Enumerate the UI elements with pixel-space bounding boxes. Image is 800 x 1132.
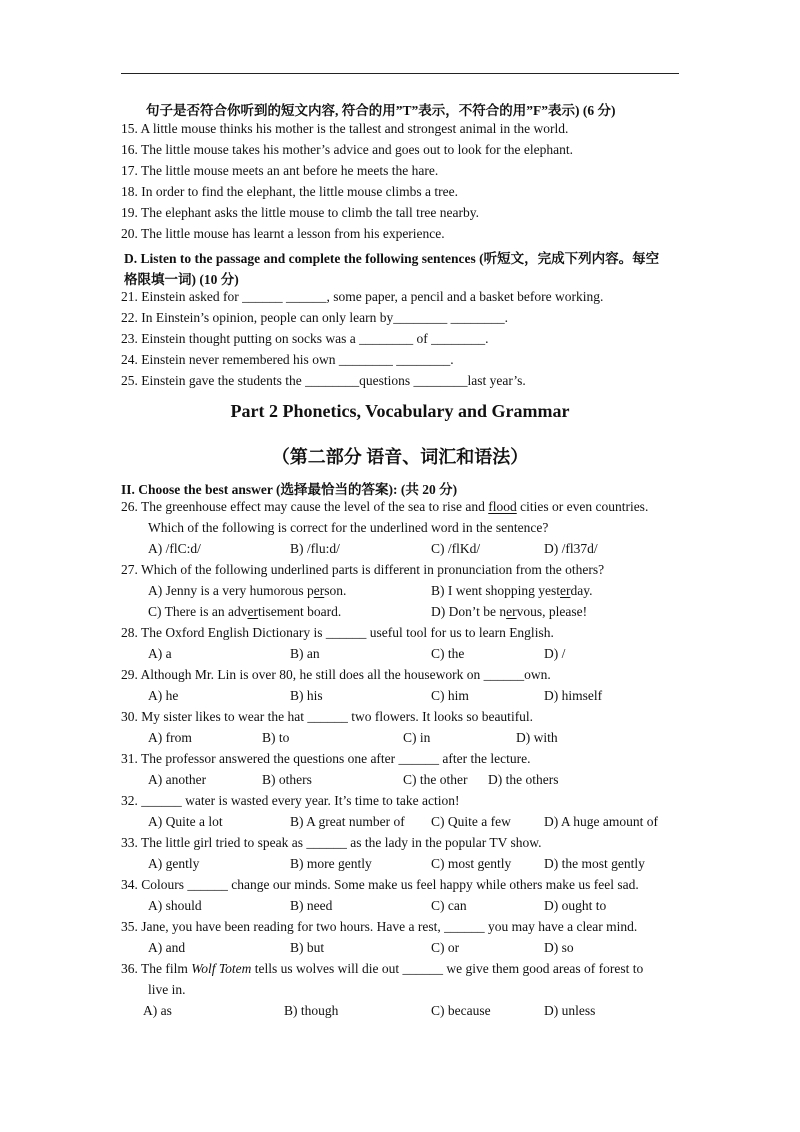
q29-option-b: B) his: [290, 688, 323, 703]
question-22: 22. In Einstein’s opinion, people can only learn by________ ________.: [121, 310, 508, 325]
q31-option-c: C) the other: [403, 772, 468, 787]
question-31: 31. The professor answered the questions one after ______ after the lecture.: [121, 751, 531, 766]
q30-option-b: B) to: [262, 730, 290, 745]
q34-option-c: C) can: [431, 898, 467, 913]
q31-option-d: D) the others: [488, 772, 559, 787]
question-25: 25. Einstein gave the students the ________questions ________last year’s.: [121, 373, 526, 388]
question-28: 28. The Oxford English Dictionary is ______ useful tool for us to learn English.: [121, 625, 554, 640]
question-32: 32. ______ water is wasted every year. It’s time to take action!: [121, 793, 460, 808]
section-ii-heading: II. Choose the best answer (选择最恰当的答案): (共 20 分): [121, 482, 458, 497]
q30-option-c: C) in: [403, 730, 431, 745]
q27-option-d: D) Don’t be nervous, please!: [431, 604, 588, 619]
q27-option-b: B) I went shopping yesterday.: [431, 583, 593, 598]
question-36: 36. The film Wolf Totem tells us wolves will die out ______ we give them good areas of forest to: [121, 961, 644, 976]
q33-option-a: A) gently: [148, 856, 200, 871]
q31-option-a: A) another: [148, 772, 207, 787]
q28-option-b: B) an: [290, 646, 320, 661]
q32-option-b: B) A great number of: [290, 814, 405, 829]
q35-option-a: A) and: [148, 940, 186, 955]
q33-option-d: D) the most gently: [544, 856, 645, 871]
question-17: 17. The little mouse meets an ant before he meets the hare.: [121, 163, 439, 178]
q36-option-b: B) though: [284, 1003, 339, 1018]
q30-option-a: A) from: [148, 730, 192, 745]
part2-subtitle: （第二部分 语音、词汇和语法）: [271, 447, 529, 467]
q34-option-b: B) need: [290, 898, 333, 913]
q27-option-a: A) Jenny is a very humorous person.: [148, 583, 347, 598]
question-26-cont: Which of the following is correct for the underlined word in the sentence?: [148, 520, 549, 535]
q29-option-c: C) him: [431, 688, 469, 703]
q30-option-d: D) with: [516, 730, 558, 745]
section-c-instruction: 句子是否符合你听到的短文内容, 符合的用”T”表示，不符合的用”F”表示) (6 分): [146, 103, 616, 118]
question-21: 21. Einstein asked for ______ ______, some paper, a pencil and a basket before working.: [121, 289, 604, 304]
question-23: 23. Einstein thought putting on socks was a ________ of ________.: [121, 331, 489, 346]
q31-option-b: B) others: [262, 772, 312, 787]
q28-option-c: C) the: [431, 646, 465, 661]
q26-option-a: A) /flC:d/: [148, 541, 201, 556]
q36-option-c: C) because: [431, 1003, 491, 1018]
q32-option-d: D) A huge amount of: [544, 814, 658, 829]
question-33: 33. The little girl tried to speak as ______ as the lady in the popular TV show.: [121, 835, 542, 850]
question-36-cont: live in.: [148, 982, 186, 997]
q33-option-c: C) most gently: [431, 856, 512, 871]
q33-option-b: B) more gently: [290, 856, 372, 871]
section-d-heading: D. Listen to the passage and complete the following sentences (听短文，完成下列内容。每空: [124, 251, 660, 266]
q36-option-a: A) as: [143, 1003, 172, 1018]
q26-option-c: C) /flKd/: [431, 541, 481, 556]
q28-option-a: A) a: [148, 646, 172, 661]
q32-option-c: C) Quite a few: [431, 814, 511, 829]
q35-option-d: D) so: [544, 940, 574, 955]
header-rule: [121, 73, 679, 74]
q28-option-d: D) /: [544, 646, 566, 661]
q29-option-d: D) himself: [544, 688, 603, 703]
q35-option-b: B) but: [290, 940, 325, 955]
q29-option-a: A) he: [148, 688, 179, 703]
underlined-word: flood: [488, 499, 517, 514]
question-26: 26. The greenhouse effect may cause the level of the sea to rise and flood cities or even countries.: [121, 499, 649, 514]
q32-option-a: A) Quite a lot: [148, 814, 223, 829]
question-20: 20. The little mouse has learnt a lesson from his experience.: [121, 226, 445, 241]
question-16: 16. The little mouse takes his mother’s advice and goes out to look for the elephant.: [121, 142, 574, 157]
q36-option-d: D) unless: [544, 1003, 596, 1018]
question-34: 34. Colours ______ change our minds. Some make us feel happy while others make us feel sad.: [121, 877, 639, 892]
section-d-heading-cont: 格限填一词) (10 分): [124, 272, 239, 287]
question-27: 27. Which of the following underlined parts is different in pronunciation from the others?: [121, 562, 605, 577]
q26-option-d: D) /fl37d/: [544, 541, 598, 556]
q34-option-d: D) ought to: [544, 898, 607, 913]
question-30: 30. My sister likes to wear the hat ______ two flowers. It looks so beautiful.: [121, 709, 534, 724]
film-title: Wolf Totem: [191, 961, 252, 976]
question-24: 24. Einstein never remembered his own ________ ________.: [121, 352, 454, 367]
question-15: 15. A little mouse thinks his mother is the tallest and strongest animal in the world.: [121, 121, 569, 136]
question-18: 18. In order to find the elephant, the little mouse climbs a tree.: [121, 184, 459, 199]
q27-option-c: C) There is an advertisement board.: [148, 604, 342, 619]
q35-option-c: C) or: [431, 940, 460, 955]
q26-option-b: B) /flu:d/: [290, 541, 340, 556]
question-29: 29. Although Mr. Lin is over 80, he still does all the housework on ______own.: [121, 667, 551, 682]
question-19: 19. The elephant asks the little mouse to climb the tall tree nearby.: [121, 205, 480, 220]
q34-option-a: A) should: [148, 898, 202, 913]
part2-title: Part 2 Phonetics, Vocabulary and Grammar: [230, 401, 570, 421]
question-35: 35. Jane, you have been reading for two hours. Have a rest, ______ you may have a clear mind.: [121, 919, 638, 934]
